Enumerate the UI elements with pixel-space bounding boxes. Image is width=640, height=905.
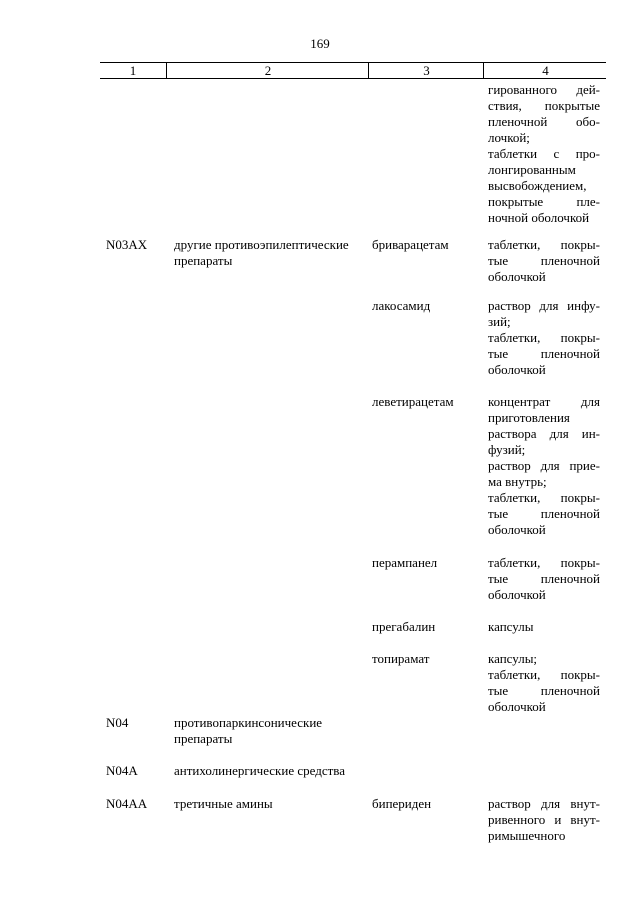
group-line: противопаркинсонические	[174, 715, 323, 730]
form-line: ночной оболочкой	[488, 210, 590, 225]
table-row-5-forms	[488, 619, 600, 635]
form-line: ствия, покрытые	[488, 98, 600, 113]
table-header	[100, 62, 606, 79]
table-row-1-code: N03AX	[106, 237, 148, 252]
form-line: капсулы	[488, 619, 534, 634]
table-row-9-drug: бипериден	[372, 796, 432, 811]
table-row-4-drug: перампанел	[372, 555, 438, 570]
form-line: римышечного	[488, 828, 566, 843]
form-line: тые пленочной	[488, 571, 600, 586]
table-row-3-drug: леветирацетам	[372, 394, 454, 409]
form-line: тые пленочной	[488, 346, 600, 361]
form-line: таблетки с про-	[488, 146, 600, 161]
table-row-9-code: N04AA	[106, 796, 148, 811]
form-line: покрытые пле-	[488, 194, 600, 209]
form-line: раствор для внут-	[488, 796, 600, 811]
form-line: ма внутрь;	[488, 474, 547, 489]
table-row-5-drug: прегабалин	[372, 619, 436, 634]
form-line: оболочкой	[488, 587, 546, 602]
form-line: ривенного и внут-	[488, 812, 600, 827]
table-row-7-group	[174, 715, 369, 747]
form-line: раствор для прие-	[488, 458, 600, 473]
form-line: гированного дей-	[488, 82, 600, 97]
form-line: оболочкой	[488, 522, 546, 537]
form-line: концентрат для	[488, 394, 600, 409]
table-row-1-drug: бриварацетам	[372, 237, 449, 252]
form-line: капсулы;	[488, 651, 538, 666]
form-line: оболочкой	[488, 362, 546, 377]
form-line: таблетки, покры-	[488, 667, 600, 682]
group-line: антихолинергические средства	[174, 763, 346, 778]
column-header-2: 2	[166, 63, 369, 78]
table-row-2-drug: лакосамид	[372, 298, 431, 313]
table-row-3-forms	[488, 394, 600, 538]
table-row-6-forms	[488, 651, 600, 715]
form-line: раствора для ин-	[488, 426, 600, 441]
table-row-6-drug: топирамат	[372, 651, 430, 666]
form-line: тые пленочной	[488, 506, 600, 521]
column-header-3: 3	[368, 63, 484, 78]
group-line: другие противоэпилептические	[174, 237, 349, 252]
group-line: препараты	[174, 253, 233, 268]
table-row-4-forms	[488, 555, 600, 603]
table-row-0-forms	[488, 82, 600, 226]
page-number: 169	[310, 36, 330, 51]
form-line: таблетки, покры-	[488, 237, 600, 252]
table-row-2-forms	[488, 298, 600, 378]
form-line: приготовления	[488, 410, 570, 425]
form-line: тые пленочной	[488, 253, 600, 268]
form-line: пленочной обо-	[488, 114, 600, 129]
form-line: лонгированным	[488, 162, 576, 177]
form-line: оболочкой	[488, 269, 546, 284]
group-line: третичные амины	[174, 796, 273, 811]
table-row-9-group	[174, 796, 369, 812]
form-line: раствор для инфу-	[488, 298, 600, 313]
table-row-9-forms	[488, 796, 600, 844]
form-line: тые пленочной	[488, 683, 600, 698]
form-line: высвобождением,	[488, 178, 587, 193]
table-row-8-group	[174, 763, 369, 779]
table-row-1-forms	[488, 237, 600, 285]
column-header-4: 4	[483, 63, 607, 78]
table-row-7-code: N04	[106, 715, 129, 730]
form-line: фузий;	[488, 442, 526, 457]
form-line: таблетки, покры-	[488, 490, 600, 505]
form-line: таблетки, покры-	[488, 555, 600, 570]
group-line: препараты	[174, 731, 233, 746]
table-row-8-code: N04A	[106, 763, 138, 778]
form-line: таблетки, покры-	[488, 330, 600, 345]
form-line: оболочкой	[488, 699, 546, 714]
table-row-1-group	[174, 237, 369, 269]
form-line: лочкой;	[488, 130, 530, 145]
column-header-1: 1	[129, 63, 137, 78]
form-line: зий;	[488, 314, 511, 329]
